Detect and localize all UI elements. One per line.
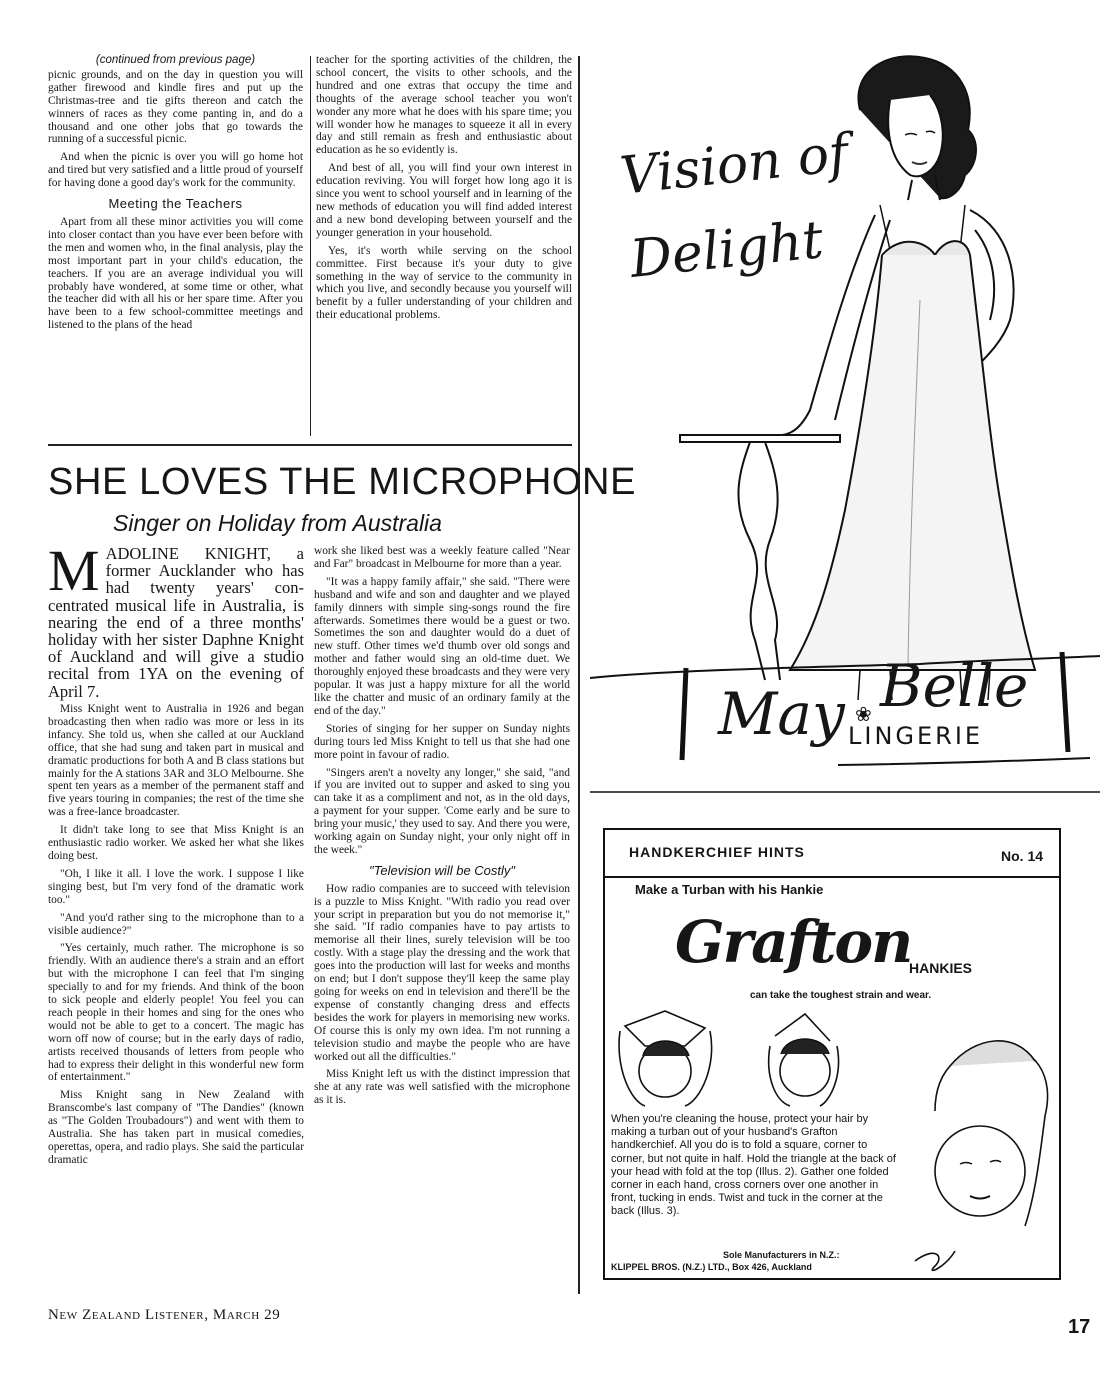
handkerchief-ad: [603, 828, 1061, 1280]
article-column-a: [48, 703, 304, 1167]
maybelle-flower-icon: ❀: [855, 704, 872, 726]
grafton-slogan: can take the toughest strain and wear.: [750, 990, 932, 1001]
article-lead: [48, 538, 304, 701]
hints-header-bar: [605, 830, 1059, 878]
grafton-logo: Grafton: [675, 908, 912, 976]
article-rule: [48, 444, 572, 446]
article-paragraph: "Oh, I like it all. I love the work. I suppose I like singing best, but I'm very fond of the dramatic work too.": [48, 867, 304, 906]
article-paragraph: "And you'd rather sing to the microphone than to a visible audience?": [48, 911, 304, 937]
hints-tagline: Make a Turban with his Hankie: [635, 882, 824, 897]
vision-script-line1: Vision of: [617, 123, 851, 207]
article-paragraph: Miss Knight went to Australia in 1926 and began broadcasting then when radio was more or less in its infancy. She told us, when she called at our Auckland office, that she had sung and taken part in musical and dramatic productions for both A and B class stations but mainly for the A stations 3AR and 3LO Melbourne. She spent ten years as a member of the permanent staff and five years touring in companies; the rest of the time she was a free-lance broadcaster.: [48, 703, 304, 819]
grafton-hankies: HANKIES: [909, 960, 973, 976]
sole-manufacturers: Sole Manufacturers in N.Z.:: [723, 1250, 840, 1260]
article-paragraph: "Yes certainly, much rather. The microphone is so friendly. With an audience there's a strain and an effort but with the microphone I can feel that I'm singing specially to and for my friends. And think of the boon to sick people and elderly people! You feel you can reach people in their homes and sing for the ones who would not be able to get to a concert. The magic has worn off now of course; but in the early days of radio, artists received thousands of letters from people who had to express their delight in this wonderful new form of entertainment.": [48, 942, 304, 1084]
maybelle-may: May: [718, 680, 845, 748]
column2-paragraph: Yes, it's worth while serving on the school committee. First because it's your duty to give something in the way of service to the community in which you live, and secondly because you yourself will benefit by a fuller understanding of your children and their educational problems.: [316, 244, 572, 322]
column2-paragraph: teacher for the sporting activities of the children, the school concert, the visits to other schools, and the hundred and one extras that occupy the time and thoughts of the average school teacher you won't wonder any more what he does with his spare time; you will wonder how he manages to squeeze it all in every day and still remain as fresh and enthusiastic about education as he so evidently is.: [316, 54, 572, 157]
article-subtitle: Singer on Holiday from Australia: [113, 510, 442, 536]
article-paragraph: work she liked best was a weekly feature called "Near and Far" broadcast in Melbourne for more than a year.: [314, 545, 570, 570]
column1-paragraph: picnic grounds, and on the day in question you will gather firewood and kindle fires and put up the Christmas-tree and tie gifts thereon and catch the winners of races as they come panting in, and do a thousand and one other jobs that go towards the running of a successful picnic.: [48, 68, 303, 146]
page-number: 17: [1068, 1316, 1091, 1338]
hints-body: When you're cleaning the house, protect your hair by making a turban out of your husband's Grafton handkerchief. All you do is to fold a square, corner to corner, but not quite in half. Hold the triangle at the back of your head with fold at the top (Illus. 2). Gather one folded corner in each hand, cross corners over one another in front, tucking in ends. Twist and tuck in the corner at the back (Illus. 3).: [611, 1113, 896, 1218]
drop-cap: M: [48, 538, 100, 603]
article-paragraph: How radio companies are to succeed with television is a puzzle to Miss Knight. "With radio you read over your script in preparation but you do not memorise it," she said. "If radio companies have to pay artists to memorise all their lines, surely television will be too costly. With a stage play the dressing and the work that goes into the production will last for weeks and months on end; but I don't suppose they'll keep the same play going for weeks on end in television and there'll be the expense of constantly changing dress and effects besides the work for players in memorising new works. Of course this is only my own idea. I'm not running a television studio and maybe the people who are have worked out all the difficulties.": [314, 882, 570, 1063]
maybelle-belle: Belle: [880, 652, 1029, 720]
klippel-bros: KLIPPEL BROS. (N.Z.) LTD., Box 426, Auckland: [611, 1262, 812, 1272]
column1-paragraph: And when the picnic is over you will go home hot and tired but very satisfied and a little proud of yourself for having done a good day's work for the community.: [48, 151, 303, 190]
article-paragraph: "Singers aren't a novelty any longer," she said, "and if you are invited out to supper and asked to sing you can take it as a compliment and not, as in the old days, a payment for your supper. 'Come early and be sure to bring your music,' they used to say. And there you were, working again on Sunday night, your only night off in the week.": [314, 766, 570, 856]
column-2: [316, 54, 572, 322]
article-paragraph: It didn't take long to see that Miss Knight is an enthusiastic radio worker. We asked her what she likes doing best.: [48, 824, 304, 862]
lead-rest: centrated musical life in Australia, is nearing the end of a three months' holiday with her sister Daphne Knight of Auckland and will give a studio recital from 1YA on the evening of April 7.: [48, 595, 304, 701]
article-paragraph: Stories of singing for her supper on Sunday nights during tours led Miss Knight to tell us that she had one more point in favour of radio.: [314, 722, 570, 761]
column1-paragraph: Apart from all these minor activities you will come into closer contact than you have ever been before with the men and women who, in the final analysis, play the most important part in your child's education, the teachers. If you are an average individual you will probably have wondered, at some time or other, what the teacher did with all his or her spare time. After you have been to a few school-committee meetings and listened to the plans of the head: [48, 215, 303, 332]
column-divider: [310, 56, 311, 436]
footer-publication: New Zealand Listener, March 29: [48, 1307, 281, 1323]
continued-note: (continued from previous page): [95, 54, 256, 66]
lead-first: ADOLINE KNIGHT, a former Aucklander who has had twenty years' con-: [105, 544, 304, 598]
television-subhead: "Television will be Costly": [368, 862, 516, 878]
article-paragraph: "It was a happy family affair," she said. "There were husband and wife and son and daughter and we played family dinners with simple sing-songs round the fire afterwards. Sometimes there would be a guest or two. Sometimes the son and daughter would do a duet of new stuff. Other times we'd thumb over old songs and mother and father would sing an old-time duet. We thoroughly enjoyed these broadcasts and they were very popular. It was just a happy mixture for all the world like the chatter and music of an ordinary family at the end of the day.": [314, 575, 570, 717]
hints-number: No. 14: [1001, 848, 1044, 864]
ad-divider: [578, 56, 580, 1294]
article-paragraph: Miss Knight left us with the distinct impression that she at any rate was well satisfied with the microphone as it is.: [314, 1068, 570, 1107]
lingerie-ad: [590, 40, 1100, 800]
article-headline: SHE LOVES THE MICROPHONE: [48, 461, 637, 503]
article-column-b: [314, 545, 570, 1107]
vision-script-line2: Delight: [627, 210, 827, 290]
section-subhead: Meeting the Teachers: [108, 196, 243, 212]
article-paragraph: Miss Knight sang in New Zealand with Branscombe's last company of "The Dandies" (known as "The Golden Troubadours") and went with them to Australia. She has taken part in musical comedies, operettas, opera, and radio plays. She said the particular dramatic: [48, 1089, 304, 1166]
column-1: [48, 54, 303, 332]
maybelle-lingerie: LINGERIE: [848, 722, 984, 750]
column2-paragraph: And best of all, you will find your own interest in education reviving. You will forget how long ago it is since you went to school yourself and in learning of the new methods of education you will find added interest and a new bond developing between yourself and the younger generation in your household.: [316, 162, 572, 239]
hints-title: HANDKERCHIEF HINTS: [629, 844, 805, 860]
